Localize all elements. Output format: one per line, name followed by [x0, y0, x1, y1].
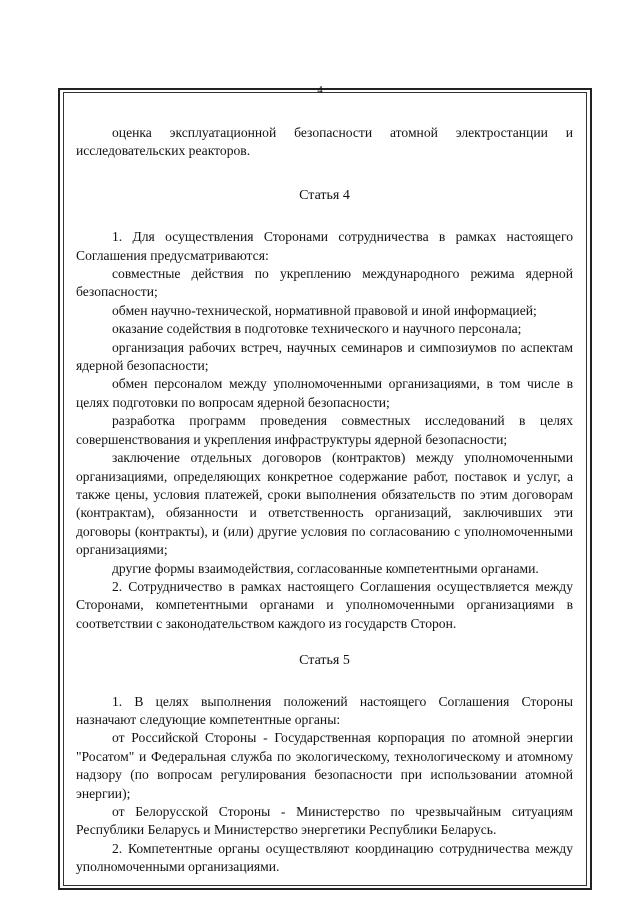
article-5-paragraph-1: 1. В целях выполнения положений настоящего Соглашения Стороны назначают следующие компетентные органы:: [76, 693, 573, 727]
article-4-item: оказание содействия в подготовке технического и научного персонала;: [112, 321, 522, 337]
article-4-paragraph-2: 2. Сотрудничество в рамках настоящего Соглашения осуществляется между Сторонами, компетентными органами и уполномоченными организациями в соответствии с законодательством каждого из государств Сторон.: [76, 578, 573, 631]
article-4-item: совместные действия по укреплению международного режима ядерной безопасности;: [76, 266, 573, 300]
article-4-heading: Статья 4: [299, 187, 350, 203]
article-5-paragraph-2: 2. Компетентные органы осуществляют координацию сотрудничества между уполномоченными организациями.: [76, 840, 573, 875]
article-4-item: заключение отдельных договоров (контрактов) между уполномоченными организациями, определяющих конкретное содержание работ, поставок и услуг, а также цены, условия платежей, сроки выполнения обязательств по этим договорам (контрактам), обязанности и ответственность организаций, заключивших эти договоры (контракты), и (или) другие условия по согласованию с уполномоченными организациями;: [76, 450, 573, 558]
intro-paragraph: оценка эксплуатационной безопасности атомной электростанции и исследовательских реакторов.: [76, 125, 573, 159]
article-5-item: от Белорусской Стороны - Министерство по чрезвычайным ситуациям Республики Беларусь и Министерство энергетики Республики Беларусь.: [76, 804, 573, 838]
article-5-heading: Статья 5: [299, 653, 350, 669]
article-4-item: другие формы взаимодействия, согласованные компетентными органами.: [112, 560, 539, 576]
article-5-item: от Российской Стороны - Государственная корпорация по атомной энергии "Росатом" и Федеральная служба по экологическому, технологическому и атомному надзору (по вопросам регулирования безопасности при использовании атомной энергии);: [76, 730, 573, 801]
article-4-item: обмен персоналом между уполномоченными организациями, в том числе в целях подготовки по вопросам ядерной безопасности;: [76, 376, 573, 410]
document-body: [76, 124, 573, 877]
page-number: 4: [317, 84, 323, 96]
article-4-item: разработка программ проведения совместных исследований в целях совершенствования и укрепления инфраструктуры ядерной безопасности;: [76, 413, 573, 447]
article-4-item: организация рабочих встреч, научных семинаров и симпозиумов по аспектам ядерной безопасности;: [76, 339, 573, 374]
article-4-paragraph-1: 1. Для осуществления Сторонами сотрудничества в рамках настоящего Соглашения предусматриваются:: [76, 229, 573, 263]
article-4-item: обмен научно-технической, нормативной правовой и иной информацией;: [112, 302, 537, 318]
